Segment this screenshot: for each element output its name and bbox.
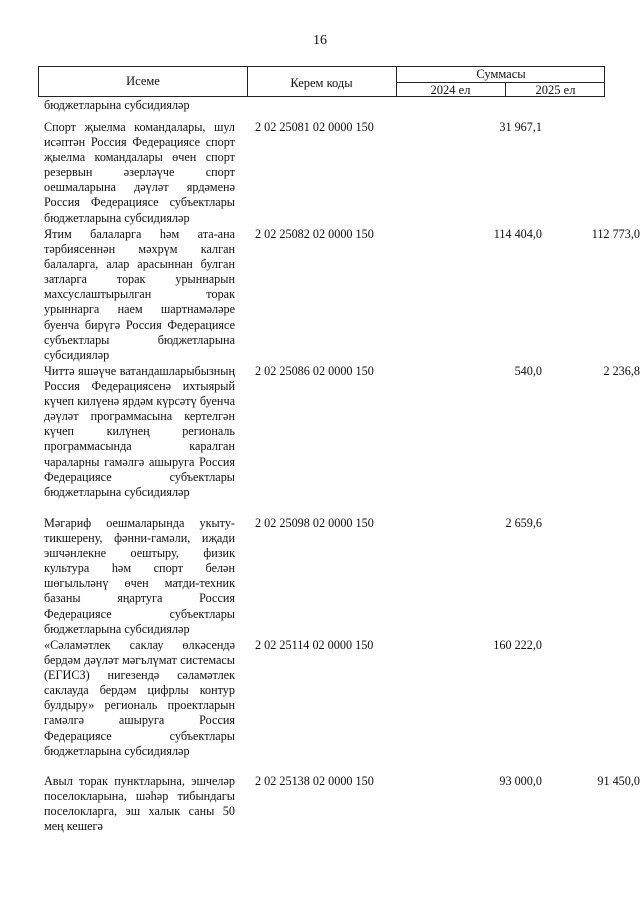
row-name: Спорт җыелма командалары, шул исәптән Россия Федерациясе спорт җыелма командалары өчен спорт резервын әзерләүче спорт оешмаларына дәүләт ярдәменә Россия Федерациясе субъектлары бюджетларына субсидияләр bbox=[44, 120, 235, 225]
row-code: 2 02 25114 02 0000 150 bbox=[255, 638, 374, 652]
row-name: Мәгариф оешмаларында укыту-тикшерену, фәнни-гамәли, иҗади эшчәнлекне оештыру, физик культура һәм спорт белән шөгыльләнү өчен матди-техник базаны яңартуга Россия Федерациясе субъектлары бюджетларына субсидияләр bbox=[44, 516, 235, 636]
table-header bbox=[38, 66, 605, 97]
row-value-2024: 31 967,1 bbox=[499, 120, 542, 134]
row-value-2024: 160 222,0 bbox=[493, 638, 542, 652]
header-code: Керем коды bbox=[290, 76, 353, 90]
row-value-2025: 2 236,8 bbox=[603, 364, 640, 378]
row-value-2025: 112 773,0 bbox=[591, 227, 640, 241]
row-name: Авыл торак пунктларына, эшчеләр поселокларына, шәһәр тибындагы поселокларга, эш халык саны 50 мең кешегә bbox=[44, 774, 235, 834]
row-value-2024: 93 000,0 bbox=[499, 774, 542, 788]
row-name: Ятим балаларга һәм ата-ана тәрбиясеннән мәхрүм калган балаларга, алар арасыннан булган затларга торак урыннарын махсуслаштырылган торак урыннарга наем шартнамәләре буенча бирүгә Россия Федерациясе субъектлары бюджетларына субсидияләр bbox=[44, 227, 235, 362]
row-code: 2 02 25086 02 0000 150 bbox=[255, 364, 374, 378]
row-name: «Сәламәтлек саклау өлкәсендә бердәм дәүләт мәгълүмат системасы (ЕГИСЗ) нигезендә сәламәтлек саклауда бердәм цифрлы контур булдыру» региональ проектларын гамәлгә ашыруга Россия Федерациясе субъектлары бюджетларына субсидияләр bbox=[44, 638, 235, 758]
header-year-2024: 2024 ел bbox=[430, 83, 471, 97]
header-sum: Суммасы bbox=[476, 67, 526, 81]
row-code: 2 02 25081 02 0000 150 bbox=[255, 120, 374, 134]
row-value-2024: 2 659,6 bbox=[505, 516, 542, 530]
row-code: 2 02 25138 02 0000 150 bbox=[255, 774, 374, 788]
header-name: Исеме bbox=[126, 74, 160, 88]
continuation-text: бюджетларына субсидияләр bbox=[44, 98, 190, 112]
row-code: 2 02 25098 02 0000 150 bbox=[255, 516, 374, 530]
row-value-2024: 540,0 bbox=[514, 364, 542, 378]
row-name: Читтә яшәүче ватандашларыбызның Россия Федерациясенә ихтыярый күчеп килүенә ярдәм күрсәтү буенча дәүләт программасына кертелгән күчеп килүнең региональ программасында каралган чараларны гамәлгә ашыруга Россия Федерациясе субъектлары бюджетларына субсидияләр bbox=[44, 364, 235, 499]
header-year-2025: 2025 ел bbox=[535, 83, 576, 97]
page-number: 16 bbox=[313, 33, 327, 48]
row-code: 2 02 25082 02 0000 150 bbox=[255, 227, 374, 241]
row-value-2024: 114 404,0 bbox=[493, 227, 542, 241]
row-value-2025: 91 450,0 bbox=[597, 774, 640, 788]
